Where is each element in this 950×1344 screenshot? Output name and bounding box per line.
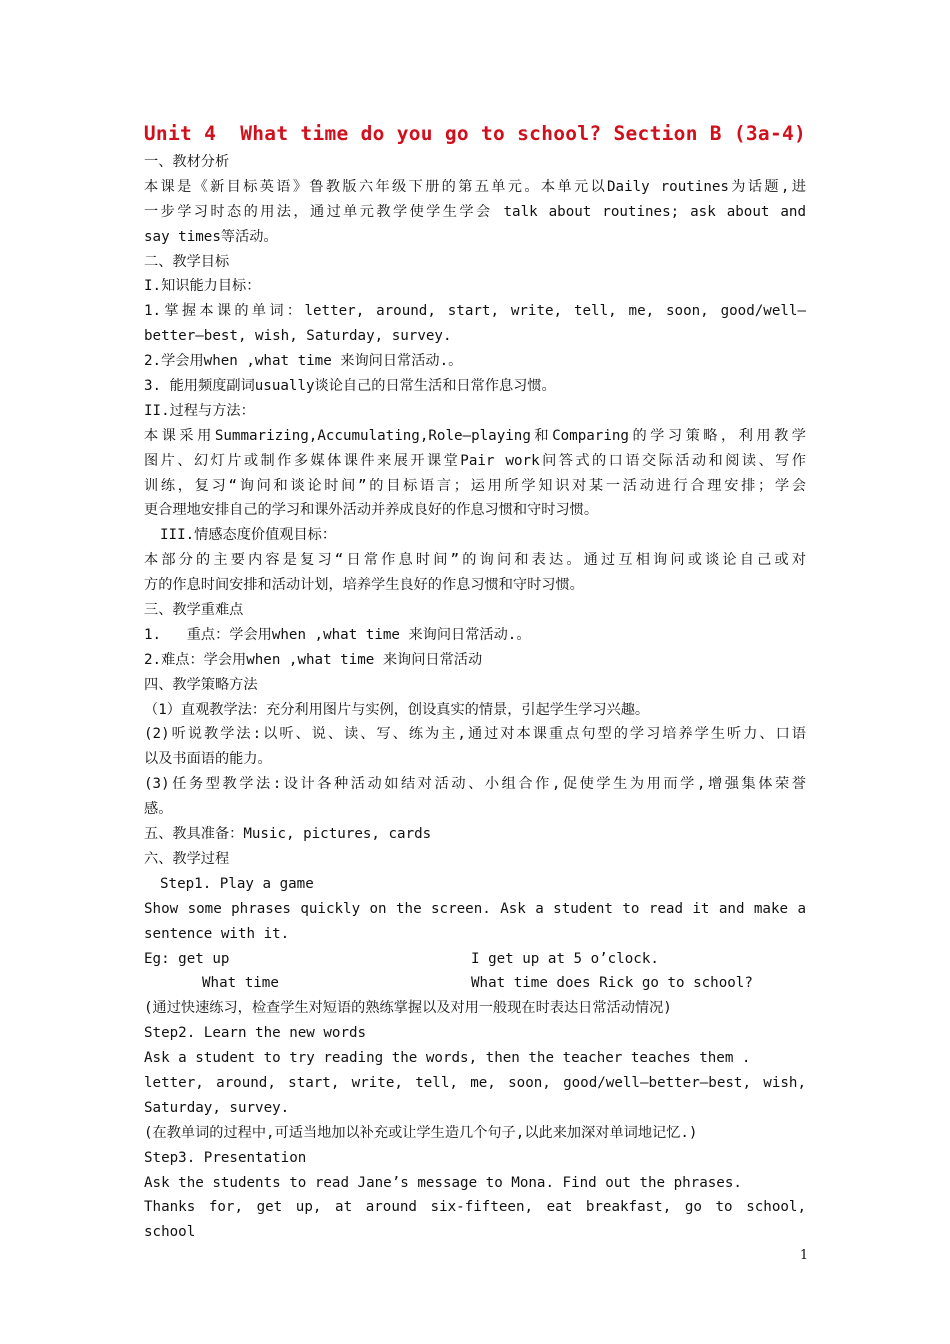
paragraph-line: 一步学习时态的用法，通过单元教学使学生学会 talk about routines; ask about and [144, 203, 806, 220]
subheading-knowledge: I.知识能力目标： [144, 278, 261, 295]
paragraph-line: 方的作息时间安排和活动计划，培养学生良好的作息习惯和守时习惯。 [144, 577, 584, 594]
paragraph-line: 本部分的主要内容是复习“日常作息时间”的询问和表达。通过互相询问或谈论自己或对 [144, 552, 806, 569]
section-heading-strategy: 四、教学策略方法 [144, 676, 258, 693]
example-row [144, 947, 806, 972]
example-left: Eg: get up [144, 950, 230, 967]
paragraph-line: Saturday, survey. [144, 1099, 290, 1116]
document-title: Unit 4 What time do you go to school? Section B (3a-4) [143, 122, 807, 145]
paragraph-line: sentence with it. [144, 925, 290, 942]
step-heading: Step3. Presentation [144, 1149, 307, 1166]
paragraph-line: (3)任务型教学法:设计各种活动如结对活动、小组合作,促使学生为用而学,增强集体荣誉 [144, 776, 806, 793]
paragraph-line: better—best, wish, Saturday, survey. [144, 328, 452, 345]
paragraph-line: Ask a student to try reading the words, then the teacher teaches them . [144, 1050, 751, 1067]
example-right: What time does Rick go to school? [471, 975, 753, 992]
paragraph-line: say times等活动。 [144, 228, 278, 245]
paragraph-line: 1.掌握本课的单词：letter, around, start, write, tell, me, soon, good/well— [144, 303, 806, 320]
paragraph-line: 2.学会用when ,what time 来询问日常活动.。 [144, 353, 463, 370]
step-heading: Step2. Learn the new words [144, 1025, 367, 1042]
section-heading-materials: 五、教具准备：Music, pictures, cards [144, 826, 432, 843]
document-body [144, 150, 806, 1241]
paragraph-line: 更合理地安排自己的学习和课外活动并养成良好的作息习惯和守时习惯。 [144, 502, 599, 519]
paragraph-line: 2.难点：学会用when ,what time 来询问日常活动 [144, 651, 483, 668]
paragraph-line: (通过快速练习，检查学生对短语的熟练掌握以及对用一般现在时表达日常活动情况) [144, 1000, 672, 1017]
subheading-attitude: III.情感态度价值观目标： [160, 527, 337, 544]
step-heading: Step1. Play a game [160, 875, 314, 892]
page-number: 1 [799, 1248, 809, 1263]
section-heading-goals: 二、教学目标 [144, 253, 230, 270]
paragraph-line: Thanks for, get up, at around six-fifteen, eat breakfast, go to school, school [144, 1199, 806, 1241]
example-right: I get up at 5 o’clock. [471, 950, 659, 967]
paragraph-line: 本课采用Summarizing,Accumulating,Role—playing和Comparing的学习策略，利用教学 [144, 427, 806, 444]
section-heading-analysis: 一、教材分析 [144, 154, 230, 170]
paragraph-line: Ask the students to read Jane’s message to Mona. Find out the phrases. [144, 1174, 742, 1191]
paragraph-line: Show some phrases quickly on the screen. Ask a student to read it and make a [144, 900, 806, 917]
subheading-process: II.过程与方法： [144, 402, 255, 419]
paragraph-line: 3. 能用频度副词usually谈论自己的日常生活和日常作息习惯。 [144, 378, 556, 395]
section-heading-procedure: 六、教学过程 [144, 850, 230, 867]
paragraph-line: 以及书面语的能力。 [144, 751, 272, 768]
paragraph-line: 训练，复习“询问和谈论时间”的目标语言；运用所学知识对某一活动进行合理安排；学会 [144, 477, 806, 494]
paragraph-line: letter, around, start, write, tell, me, soon, good/well—better—best, wish, [144, 1074, 806, 1091]
paragraph-line: (在教单词的过程中,可适当地加以补充或让学生造几个句子,以此来加深对单词地记忆.) [144, 1124, 698, 1141]
paragraph-line: 1. 重点：学会用when ,what time 来询问日常活动.。 [144, 626, 531, 643]
example-row [144, 971, 806, 996]
paragraph-line: 图片、幻灯片或制作多媒体课件来展开课堂Pair work问答式的口语交际活动和阅读、写作 [144, 452, 806, 469]
paragraph-line: 本课是《新目标英语》鲁教版六年级下册的第五单元。本单元以Daily routines为话题,进 [144, 178, 806, 195]
section-heading-key-points: 三、教学重难点 [144, 602, 244, 619]
paragraph-line: 感。 [144, 801, 173, 818]
paragraph-line: （1）直观教学法：充分利用图片与实例，创设真实的情景，引起学生学习兴趣。 [144, 701, 650, 718]
example-left: What time [202, 975, 279, 992]
paragraph-line: (2)听说教学法:以听、说、读、写、练为主,通过对本课重点句型的学习培养学生听力、口语 [144, 726, 806, 743]
